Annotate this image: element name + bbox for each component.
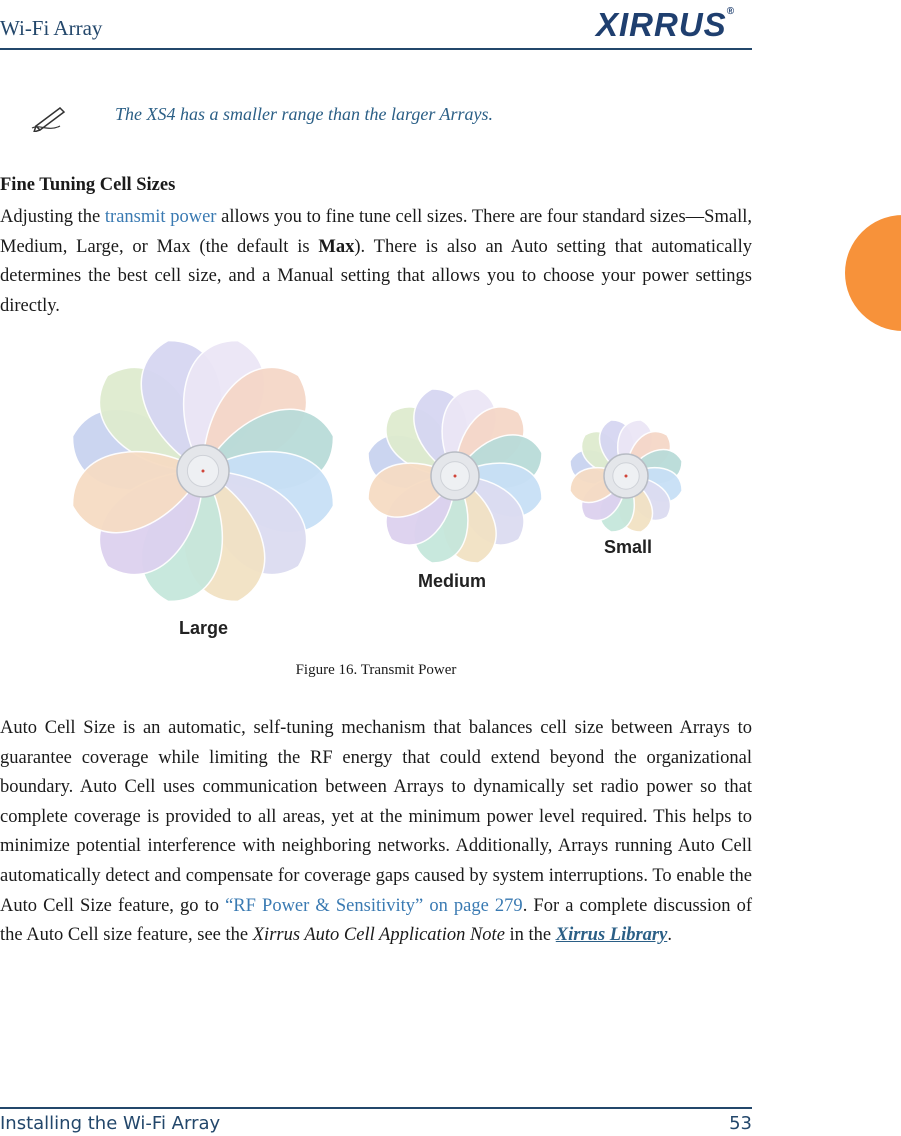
pencil-note-icon: [30, 102, 70, 132]
footer-chapter-title: Installing the Wi-Fi Array: [0, 1113, 221, 1134]
medium-array-coverage: [361, 382, 548, 569]
auto-text-d: .: [667, 925, 672, 946]
p1-text-b: allows you to fine tune cell sizes. There are four standard sizes—Small, Medium, Large, or Max (the default is: [0, 207, 752, 257]
small-array-coverage: [566, 416, 687, 537]
figure-caption: Figure 16. Transmit Power: [295, 662, 457, 678]
rf-power-sensitivity-link[interactable]: “RF Power & Sensitivity” on page 279: [225, 895, 523, 916]
array-led: [625, 475, 628, 478]
label-medium: Medium: [418, 571, 487, 591]
p1-text-a: Adjusting the: [0, 207, 105, 227]
p1-text-c: ). There is also an Auto setting that automatically determines the best cell size, and a Manual setting that allows you to choose your power settings directly.: [0, 236, 753, 316]
intro-paragraph: [0, 203, 752, 321]
logo-text: XIRRUS: [596, 6, 727, 43]
section-heading: Fine Tuning Cell Sizes: [0, 175, 176, 195]
array-led: [202, 470, 205, 473]
p1-bold-max: Max: [318, 236, 355, 257]
label-large: Large: [179, 618, 229, 638]
running-header-title: Wi-Fi Array: [0, 16, 103, 40]
auto-cell-paragraph: [0, 714, 752, 951]
auto-text-a: Auto Cell Size is an automatic, self-tuning mechanism that balances cell size between Arrays to guarantee coverage while limiting the RF energy that could extend beyond the organizational boundary. Auto Cell uses communication between Arrays to dynamically set radio power so that complete coverage is provided to all areas, yet at the minimum power level required. This helps to minimize potential interference with neighboring networks. Additionally, Arrays running Auto Cell automatically detect and compensate for coverage gaps caused by system interruptions. To enable the Auto Cell Size feature, go to: [0, 718, 752, 916]
auto-cell-note-title: Xirrus Auto Cell Application Note: [252, 925, 505, 946]
cell-size-diagram: [0, 330, 752, 650]
page-number: 53: [729, 1113, 752, 1134]
large-array-coverage: [62, 330, 343, 611]
header-rule: [0, 48, 752, 50]
chapter-tab: [845, 215, 901, 331]
footer-rule: [0, 1107, 752, 1109]
xirrus-logo: [596, 6, 735, 44]
auto-text-b: . For a complete discussion of the Auto Cell size feature, see the: [0, 895, 752, 946]
label-small: Small: [604, 537, 653, 557]
note-text: The XS4 has a smaller range than the larger Arrays.: [115, 104, 493, 124]
logo-registered-mark: ®: [726, 6, 736, 17]
auto-text-c: in the: [504, 925, 556, 946]
xirrus-library-link[interactable]: Xirrus Library: [555, 925, 668, 946]
transmit-power-link[interactable]: transmit power: [104, 207, 217, 227]
array-led: [454, 475, 457, 478]
transmit-power-figure: [0, 330, 752, 650]
